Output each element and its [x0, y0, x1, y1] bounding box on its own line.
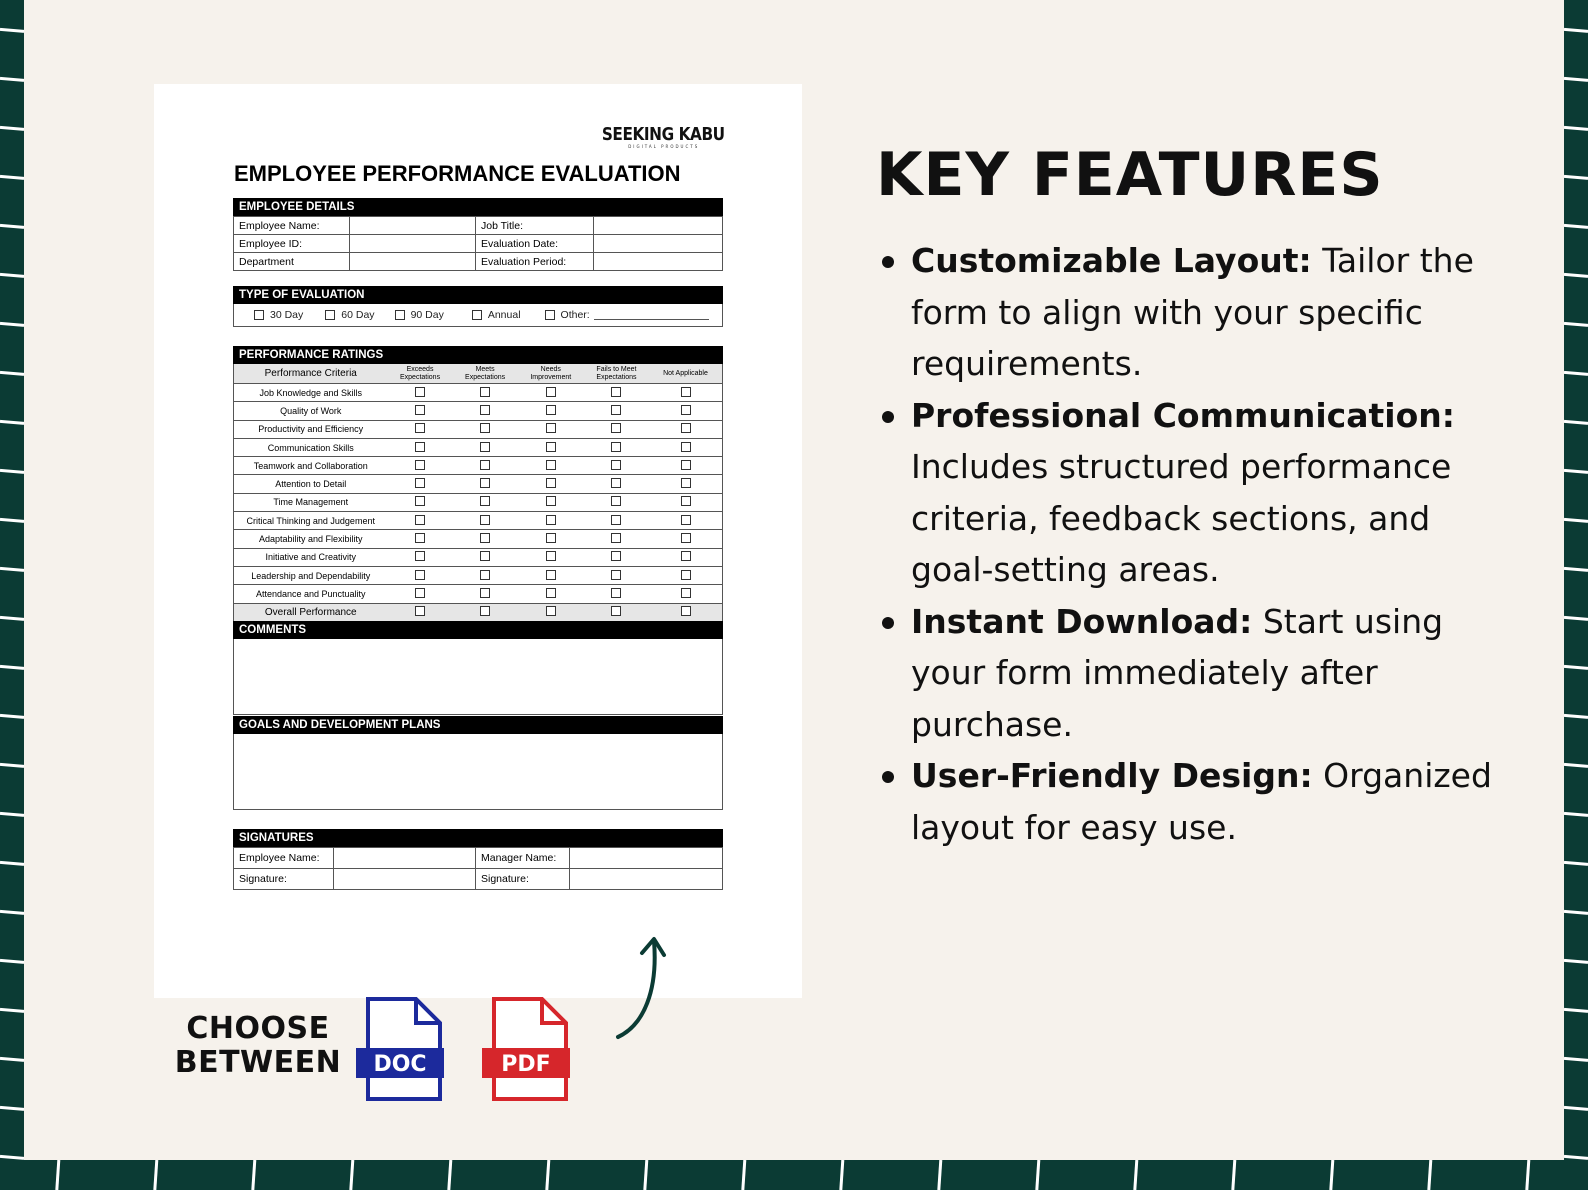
detail-field[interactable] [350, 253, 476, 271]
rating-cell [649, 530, 723, 548]
criteria-label: Quality of Work [234, 402, 388, 420]
rating-cell [649, 457, 723, 475]
choose-line-2: BETWEEN [174, 1045, 342, 1080]
checkbox[interactable] [681, 496, 691, 506]
left-border-stripes [0, 0, 24, 1190]
checkbox[interactable] [480, 442, 490, 452]
feature-item [876, 596, 1496, 751]
criteria-row [234, 585, 723, 603]
brand-name: SEEKING KABU [602, 124, 726, 145]
detail-label: Employee Name: [234, 217, 350, 235]
doc-file-icon [354, 996, 446, 1102]
rating-cell [584, 530, 649, 548]
bullet-icon [882, 617, 894, 629]
key-features-title: KEY FEATURES [876, 140, 1384, 210]
rating-cell [518, 402, 584, 420]
checkbox[interactable] [480, 423, 490, 433]
rating-cell [518, 457, 584, 475]
product-canvas [24, 0, 1564, 1160]
rating-cell [518, 512, 584, 530]
section-heading: GOALS AND DEVELOPMENT PLANS [233, 716, 723, 734]
bottom-border-stripes [0, 1160, 1588, 1190]
other-input-line[interactable] [594, 310, 709, 320]
checkbox[interactable] [415, 533, 425, 543]
criteria-label: Attention to Detail [234, 475, 388, 493]
criteria-row [234, 475, 723, 493]
checkbox[interactable] [681, 515, 691, 525]
checkbox[interactable] [611, 405, 621, 415]
checkbox[interactable] [480, 460, 490, 470]
checkbox[interactable] [325, 310, 335, 320]
rating-cell [649, 493, 723, 511]
rating-cell [584, 566, 649, 584]
comments-section [233, 621, 723, 715]
criteria-label: Attendance and Punctuality [234, 585, 388, 603]
checkbox[interactable] [681, 588, 691, 598]
evaluation-option[interactable] [472, 309, 521, 321]
rating-cell [453, 402, 518, 420]
rating-cell [649, 603, 723, 621]
criteria-row [234, 566, 723, 584]
checkbox[interactable] [480, 515, 490, 525]
detail-field[interactable] [350, 217, 476, 235]
rating-header: Not Applicable [649, 364, 723, 384]
section-heading: TYPE OF EVALUATION [233, 286, 723, 304]
employee-details-table [233, 216, 723, 271]
checkbox[interactable] [480, 606, 490, 616]
rating-cell [453, 512, 518, 530]
checkbox[interactable] [546, 423, 556, 433]
checkbox[interactable] [415, 478, 425, 488]
rating-cell [453, 603, 518, 621]
comments-box [233, 639, 723, 715]
rating-cell [584, 475, 649, 493]
criteria-row [234, 457, 723, 475]
rating-cell [649, 438, 723, 456]
checkbox[interactable] [611, 387, 621, 397]
checkbox[interactable] [546, 478, 556, 488]
checkbox[interactable] [546, 533, 556, 543]
evaluation-option[interactable] [545, 309, 709, 321]
checkbox[interactable] [415, 570, 425, 580]
rating-cell [518, 384, 584, 402]
rating-cell [453, 475, 518, 493]
rating-cell [584, 603, 649, 621]
brand-subtitle: DIGITAL PRODUCTS [628, 144, 700, 149]
checkbox[interactable] [546, 387, 556, 397]
rating-cell [584, 493, 649, 511]
evaluation-option-label: 90 Day [410, 309, 444, 321]
checkbox[interactable] [415, 551, 425, 561]
evaluation-option[interactable] [254, 309, 303, 321]
bullet-icon [882, 411, 894, 423]
checkbox[interactable] [546, 570, 556, 580]
rating-cell [518, 475, 584, 493]
rating-cell [388, 420, 453, 438]
evaluation-option-label: Other: [560, 309, 590, 321]
checkbox[interactable] [681, 442, 691, 452]
rating-cell [649, 384, 723, 402]
rating-cell [388, 585, 453, 603]
checkbox[interactable] [611, 533, 621, 543]
checkbox[interactable] [681, 405, 691, 415]
criteria-label: Overall Performance [234, 603, 388, 621]
checkbox[interactable] [546, 551, 556, 561]
signatures-table [233, 847, 723, 890]
pdf-label: PDF [501, 1052, 551, 1077]
rating-cell [584, 457, 649, 475]
rating-cell [518, 493, 584, 511]
evaluation-option-label: 60 Day [341, 309, 375, 321]
rating-cell [388, 475, 453, 493]
form-title: EMPLOYEE PERFORMANCE EVALUATION [234, 161, 681, 186]
signature-label: Employee Name: [234, 848, 334, 869]
overall-row [234, 603, 723, 621]
type-of-evaluation-section [233, 286, 723, 327]
checkbox[interactable] [480, 551, 490, 561]
rating-cell [649, 548, 723, 566]
criteria-row [234, 512, 723, 530]
criteria-label: Teamwork and Collaboration [234, 457, 388, 475]
feature-item [876, 390, 1496, 596]
rating-cell [584, 420, 649, 438]
checkbox[interactable] [415, 515, 425, 525]
rating-cell [584, 548, 649, 566]
criteria-label: Critical Thinking and Judgement [234, 512, 388, 530]
rating-cell [649, 512, 723, 530]
feature-text: Organized layout for easy use. [911, 756, 1492, 847]
rating-cell [453, 420, 518, 438]
criteria-row [234, 402, 723, 420]
rating-cell [388, 457, 453, 475]
checkbox[interactable] [611, 570, 621, 580]
checkbox[interactable] [611, 478, 621, 488]
rating-cell [518, 530, 584, 548]
key-features-list [876, 235, 1496, 853]
checkbox[interactable] [611, 423, 621, 433]
goals-box [233, 734, 723, 810]
rating-cell [453, 548, 518, 566]
section-heading: COMMENTS [233, 621, 723, 639]
rating-cell [518, 548, 584, 566]
checkbox[interactable] [480, 570, 490, 580]
signature-row [234, 848, 723, 869]
criteria-label: Productivity and Efficiency [234, 420, 388, 438]
feature-text: Includes structured performance criteria, feedback sections, and goal-setting areas. [911, 447, 1452, 589]
signature-field[interactable] [334, 848, 476, 869]
signature-label: Manager Name: [476, 848, 570, 869]
checkbox[interactable] [546, 515, 556, 525]
section-heading: PERFORMANCE RATINGS [233, 346, 723, 364]
rating-cell [388, 493, 453, 511]
signature-field[interactable] [334, 869, 476, 890]
curved-arrow-icon [614, 935, 674, 1045]
criteria-row [234, 384, 723, 402]
section-heading: EMPLOYEE DETAILS [233, 198, 723, 216]
rating-cell [518, 566, 584, 584]
detail-row [234, 235, 723, 253]
feature-text: Start using your form immediately after purchase. [911, 601, 1444, 744]
doc-label: DOC [373, 1052, 427, 1077]
checkbox[interactable] [480, 387, 490, 397]
checkbox[interactable] [681, 533, 691, 543]
rating-cell [388, 402, 453, 420]
evaluation-option-label: 30 Day [270, 309, 304, 321]
checkbox[interactable] [611, 551, 621, 561]
criteria-label: Job Knowledge and Skills [234, 384, 388, 402]
section-heading: SIGNATURES [233, 829, 723, 847]
rating-cell [453, 585, 518, 603]
criteria-label: Initiative and Creativity [234, 548, 388, 566]
checkbox[interactable] [415, 423, 425, 433]
rating-cell [388, 384, 453, 402]
detail-field[interactable] [594, 253, 723, 271]
detail-field[interactable] [594, 235, 723, 253]
checkbox[interactable] [611, 442, 621, 452]
criteria-row [234, 420, 723, 438]
rating-cell [388, 548, 453, 566]
rating-cell [388, 566, 453, 584]
right-border-stripes [1564, 0, 1588, 1190]
rating-cell [453, 457, 518, 475]
criteria-row [234, 493, 723, 511]
checkbox[interactable] [254, 310, 264, 320]
checkbox[interactable] [415, 460, 425, 470]
feature-title: User-Friendly Design: [911, 756, 1313, 795]
checkbox[interactable] [681, 423, 691, 433]
signatures-section [233, 829, 723, 890]
evaluation-option-label: Annual [487, 309, 521, 321]
detail-label: Job Title: [476, 217, 594, 235]
checkbox[interactable] [681, 570, 691, 580]
rating-cell [649, 475, 723, 493]
checkbox[interactable] [611, 496, 621, 506]
checkbox[interactable] [415, 606, 425, 616]
criteria-label: Adaptability and Flexibility [234, 530, 388, 548]
rating-cell [584, 402, 649, 420]
rating-cell [584, 585, 649, 603]
checkbox[interactable] [480, 588, 490, 598]
criteria-row [234, 530, 723, 548]
rating-cell [518, 603, 584, 621]
criteria-label: Communication Skills [234, 438, 388, 456]
checkbox[interactable] [611, 460, 621, 470]
checkbox[interactable] [415, 405, 425, 415]
checkbox[interactable] [546, 588, 556, 598]
checkbox[interactable] [415, 588, 425, 598]
checkbox[interactable] [681, 478, 691, 488]
rating-cell [649, 566, 723, 584]
rating-cell [388, 603, 453, 621]
pdf-file-icon [480, 996, 572, 1102]
evaluation-option[interactable] [395, 309, 444, 321]
rating-cell [649, 402, 723, 420]
rating-cell [584, 512, 649, 530]
feature-text: Tailor the form to align with your specific requirements. [911, 241, 1474, 383]
checkbox[interactable] [415, 442, 425, 452]
rating-cell [518, 420, 584, 438]
detail-row [234, 217, 723, 235]
checkbox[interactable] [546, 496, 556, 506]
checkbox[interactable] [611, 588, 621, 598]
rating-header: Needs Improvement [518, 364, 584, 384]
rating-cell [453, 438, 518, 456]
rating-cell [453, 530, 518, 548]
rating-cell [518, 585, 584, 603]
bullet-icon [882, 256, 894, 268]
rating-cell [388, 512, 453, 530]
feature-title: Customizable Layout: [911, 241, 1312, 280]
rating-cell [649, 420, 723, 438]
rating-cell [453, 566, 518, 584]
criteria-label: Leadership and Dependability [234, 566, 388, 584]
evaluation-options [233, 304, 723, 327]
checkbox[interactable] [480, 405, 490, 415]
rating-cell [388, 530, 453, 548]
rating-cell [518, 438, 584, 456]
rating-header: Exceeds Expectations [388, 364, 453, 384]
checkbox[interactable] [681, 606, 691, 616]
checkbox[interactable] [480, 533, 490, 543]
choose-line-1: CHOOSE [186, 1011, 330, 1046]
checkbox[interactable] [681, 460, 691, 470]
checkbox[interactable] [545, 310, 555, 320]
checkbox[interactable] [681, 551, 691, 561]
brand-logo [591, 124, 736, 149]
evaluation-option[interactable] [325, 309, 374, 321]
checkbox[interactable] [480, 478, 490, 488]
detail-label: Evaluation Date: [476, 235, 594, 253]
rating-cell [584, 438, 649, 456]
goals-section [233, 716, 723, 810]
checkbox[interactable] [415, 387, 425, 397]
bullet-icon [882, 771, 894, 783]
signature-field[interactable] [570, 869, 723, 890]
checkbox[interactable] [546, 405, 556, 415]
detail-label: Department [234, 253, 350, 271]
rating-cell [453, 493, 518, 511]
checkbox[interactable] [611, 515, 621, 525]
employee-details-section [233, 198, 723, 271]
rating-cell [649, 585, 723, 603]
feature-title: Professional Communication: [911, 395, 1455, 435]
checkbox[interactable] [415, 496, 425, 506]
choose-between-label [166, 1012, 350, 1080]
criteria-row [234, 438, 723, 456]
rating-cell [453, 384, 518, 402]
criteria-label: Time Management [234, 493, 388, 511]
checkbox[interactable] [480, 496, 490, 506]
criteria-header: Performance Criteria [234, 364, 388, 384]
feature-item [876, 750, 1496, 853]
checkbox[interactable] [546, 606, 556, 616]
rating-header: Meets Expectations [453, 364, 518, 384]
checkbox[interactable] [546, 442, 556, 452]
detail-label: Employee ID: [234, 235, 350, 253]
ratings-table [233, 364, 723, 622]
feature-item [876, 235, 1496, 390]
form-preview-sheet [154, 84, 802, 998]
detail-field[interactable] [350, 235, 476, 253]
checkbox[interactable] [611, 606, 621, 616]
rating-header: Fails to Meet Expectations [584, 364, 649, 384]
detail-row [234, 253, 723, 271]
checkbox[interactable] [681, 387, 691, 397]
checkbox[interactable] [395, 310, 405, 320]
performance-ratings-section [233, 346, 723, 622]
signature-field[interactable] [570, 848, 723, 869]
detail-label: Evaluation Period: [476, 253, 594, 271]
feature-title: Instant Download: [911, 601, 1253, 641]
rating-cell [584, 384, 649, 402]
signature-row [234, 869, 723, 890]
criteria-row [234, 548, 723, 566]
checkbox[interactable] [546, 460, 556, 470]
checkbox[interactable] [472, 310, 482, 320]
signature-label: Signature: [476, 869, 570, 890]
rating-cell [388, 438, 453, 456]
signature-label: Signature: [234, 869, 334, 890]
detail-field[interactable] [594, 217, 723, 235]
